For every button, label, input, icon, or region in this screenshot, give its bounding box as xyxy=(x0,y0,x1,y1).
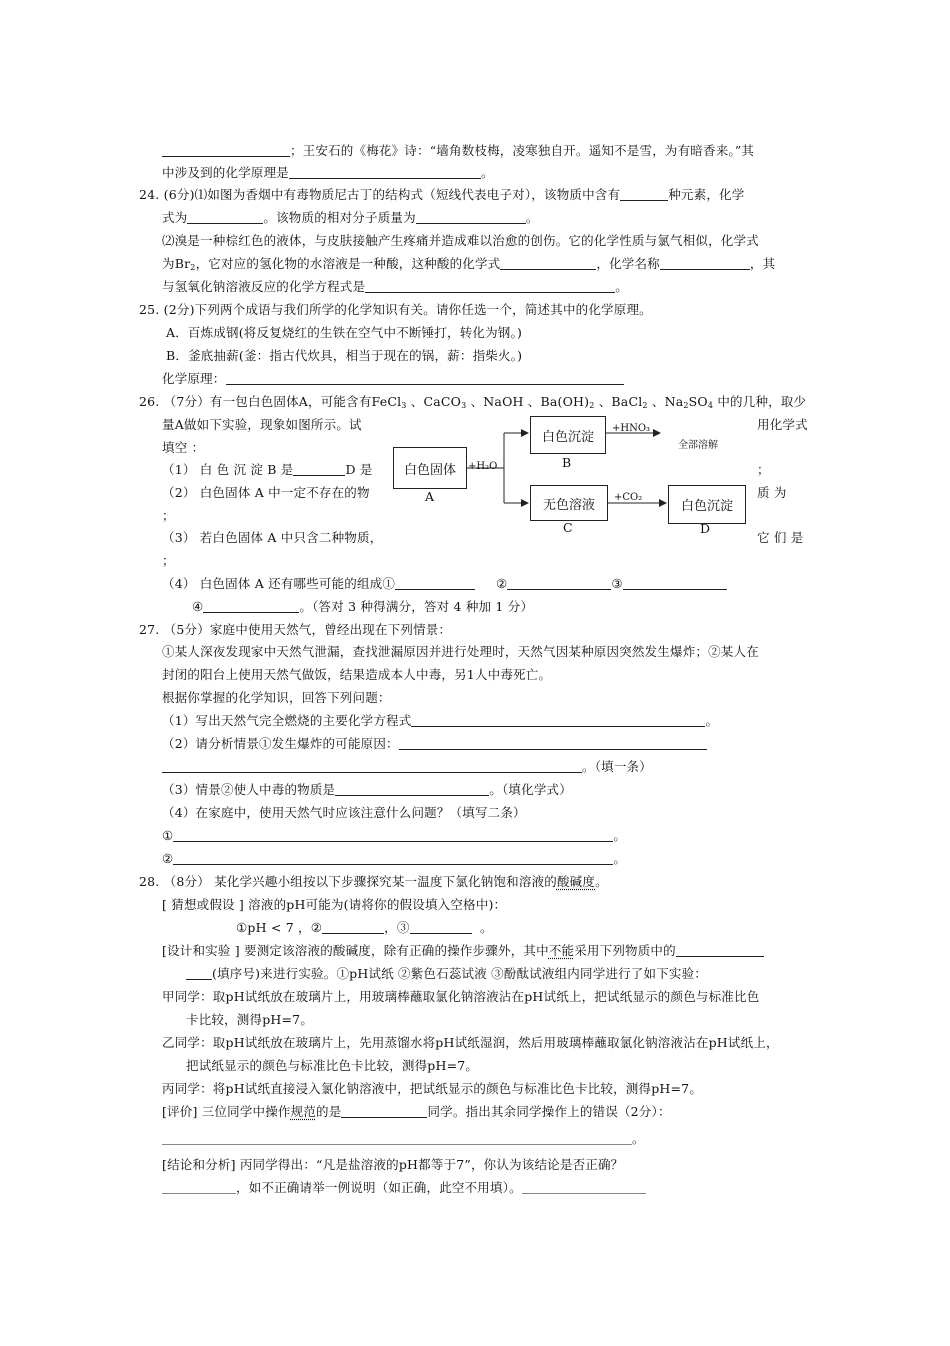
q24-line-3: ⑵溴是一种棕红色的液体，与皮肤接触产生疼痛并造成难以治愈的创伤。它的化学性质与氯气相似，化学式 xyxy=(162,233,759,248)
q24-line-4: 为$Br_2$，它对应的氢化物的水溶液是一种酸，这种酸的化学式 ，化学名称 ，其 xyxy=(162,256,776,272)
q24-line-2: 式为 。该物质的相对分子质量为 。 xyxy=(162,210,539,225)
q26-line-7b: 它 们 是 xyxy=(757,530,804,545)
q27-line-11: ② 。 xyxy=(162,851,627,866)
q25-line-1: 25. (2分)下列两个成语与我们所学的化学知识有关。请你任选一个，简述其中的化学原理。 xyxy=(139,302,652,317)
q26-line-3: 填空 ： xyxy=(162,440,205,455)
q26-line-2a: 量A做如下实验，现象如图所示。试 xyxy=(162,417,362,432)
q26-line-5b: 质 为 xyxy=(757,485,787,500)
q28-line-7: 卡比较，测得pH=7。 xyxy=(186,1012,314,1027)
q25-line-4: 化学原理： xyxy=(162,371,624,387)
answer-blank[interactable] xyxy=(162,1181,236,1194)
q27-line-8: （3）情景②使人中毒的物质是 。（填化学式） xyxy=(162,782,572,797)
q23-line-1: ；王安石的《梅花》诗：“墙角数枝梅，凌寒独自开。遥知不是雪，为有暗香来。”其 xyxy=(162,143,754,159)
q26-line-4: （1） 白 色 沉 淀 B 是 D 是 xyxy=(162,462,373,477)
answer-blank[interactable] xyxy=(399,737,707,750)
answer-blank[interactable] xyxy=(162,760,582,773)
answer-blank[interactable] xyxy=(173,852,613,865)
answer-blank[interactable] xyxy=(335,783,489,796)
q27-line-1: 27. （5分）家庭中使用天然气，曾经出现在下列情景： xyxy=(139,622,452,637)
box-white-precipitate-d: 白色沉淀 xyxy=(668,485,746,524)
q28-line-2: [ 猜想或假设 ] 溶液的pH可能为(请将你的假设填入空格中)： xyxy=(162,897,507,912)
answer-blank[interactable] xyxy=(322,921,384,934)
q27-line-3: 封闭的阳台上使用天然气做饭，结果造成本人中毒，另1人中毒死亡。 xyxy=(162,667,552,682)
box-white-solid-a: 白色固体 xyxy=(393,447,467,489)
q28-line-14: ，如不正确请举一例说明（如正确，此空不用填）。 xyxy=(162,1180,646,1196)
q26-line-2b: 用化学式 xyxy=(757,417,808,432)
answer-blank[interactable] xyxy=(411,714,705,727)
answer-blank[interactable] xyxy=(173,829,613,842)
q27-line-5: （1）写出天然气完全燃烧的主要化学方程式 。 xyxy=(162,713,719,728)
q26-line-4c: ； xyxy=(757,462,770,477)
acid-label: +HNO₃ xyxy=(612,423,651,434)
q26-line-9: （4） 白色固体 A 还有哪些可能的组成① ② ③ xyxy=(162,576,727,592)
label-b: B xyxy=(562,455,572,470)
q28-line-8: 乙同学：取pH试纸放在玻璃片上，先用蒸馏水将pH试纸湿润，然后用玻璃棒蘸取氯化钠溶液沾在pH试纸上， xyxy=(162,1035,779,1050)
q26-line-1: 26. （7分）有一包白色固体A，可能含有FeCl$_3$ 、CaCO$_3$ 、NaOH 、$Ba(OH)_2$ 、BaCl$_2$ 、$Na_2SO_4$ 中的几种，取少 xyxy=(139,394,807,410)
answer-blank[interactable] xyxy=(186,967,212,980)
q26-line-6: ； xyxy=(162,508,175,523)
answer-blank[interactable] xyxy=(341,1105,427,1118)
q26-line-8: ； xyxy=(162,553,175,568)
q27-line-6: （2）请分析情景①发生爆炸的可能原因： xyxy=(162,736,707,752)
q28-line-3: ①pH < 7 ，② ，③ 。 xyxy=(236,920,493,935)
answer-blank[interactable] xyxy=(676,944,764,957)
box-white-precipitate-b: 白色沉淀 xyxy=(530,416,606,454)
water-label: +H₂O xyxy=(468,461,498,472)
q27-line-7: 。（填一条） xyxy=(162,759,652,775)
q24-line-1: 24. (6分)⑴如图为香烟中有毒物质尼古丁的结构式（短线代表电子对），该物质中含有 种元素，化学 xyxy=(139,187,745,202)
q28-line-4: [设计和实验 ] 要测定该溶液的酸碱度，除有正确的操作步骤外，其中不能采用下列物质中的 xyxy=(162,943,764,959)
q28-line-13: [结论和分析] 丙同学得出：“凡是盐溶液的pH都等于7”，你认为该结论是否正确？ xyxy=(162,1157,624,1172)
answer-blank[interactable] xyxy=(522,1181,646,1194)
label-a: A xyxy=(425,489,435,504)
q28-line-12: 。 xyxy=(162,1131,645,1147)
dissolve-label: 全部溶解 xyxy=(678,440,718,451)
q23-line-2: 中涉及到的化学原理是 。 xyxy=(162,165,494,180)
q27-line-9: （4）在家庭中，使用天然气时应该注意什么问题？（填写二条） xyxy=(162,805,526,820)
q26-line-10: ④ 。（答对 3 种得满分，答对 4 种加 1 分） xyxy=(192,599,534,614)
answer-blank[interactable] xyxy=(162,1132,632,1145)
box-colorless-solution-c: 无色溶液 xyxy=(530,485,608,521)
q28-line-9: 把试纸显示的颜色与标准比色卡比较，测得pH=7。 xyxy=(186,1058,479,1073)
q28-line-5: (填序号)来进行实验。①pH试纸 ②紫色石蕊试液 ③酚酞试液组内同学进行了如下实验： xyxy=(186,966,707,982)
q28-line-6: 甲同学：取pH试纸放在玻璃片上，用玻璃棒蘸取氯化钠溶液沾在pH试纸上，把试纸显示的颜色与标准比色 xyxy=(162,989,760,1004)
q26-line-5a: （2） 白色固体 A 中一定不存在的物 xyxy=(162,485,370,500)
q25-option-a: A．百炼成钢(将反复烧红的生铁在空气中不断锤打，转化为钢。) xyxy=(166,325,523,340)
co2-label: +CO₂ xyxy=(614,492,643,503)
label-c: C xyxy=(563,520,573,535)
answer-blank[interactable] xyxy=(410,921,472,934)
q24-line-5: 与氢氧化钠溶液反应的化学方程式是 。 xyxy=(162,279,628,294)
label-d: D xyxy=(700,521,711,536)
q28-line-10: 丙同学：将pH试纸直接浸入氯化钠溶液中，把试纸显示的颜色与标准比色卡比较，测得pH=7。 xyxy=(162,1081,703,1096)
q25-option-b: B．釜底抽薪(釜：指古代炊具，相当于现在的锅，薪：指柴火。) xyxy=(166,348,523,363)
q28-line-1: 28. （8分） 某化学兴趣小组按以下步骤探究某一温度下氯化钠饱和溶液的酸碱度。 xyxy=(139,874,608,889)
q27-line-2: ①某人深夜发现家中天然气泄漏，查找泄漏原因并进行处理时，天然气因某种原因突然发生爆炸；②某人在 xyxy=(162,644,759,659)
q27-line-10: ① 。 xyxy=(162,828,627,843)
q28-line-11: [评价] 三位同学中操作规范的是 同学。指出其余同学操作上的错误（2分）： xyxy=(162,1104,671,1119)
q27-line-4: 根据你掌握的化学知识，回答下列问题： xyxy=(162,690,391,705)
q26-line-7a: （3） 若白色固体 A 中只含二种物质， xyxy=(162,530,383,545)
